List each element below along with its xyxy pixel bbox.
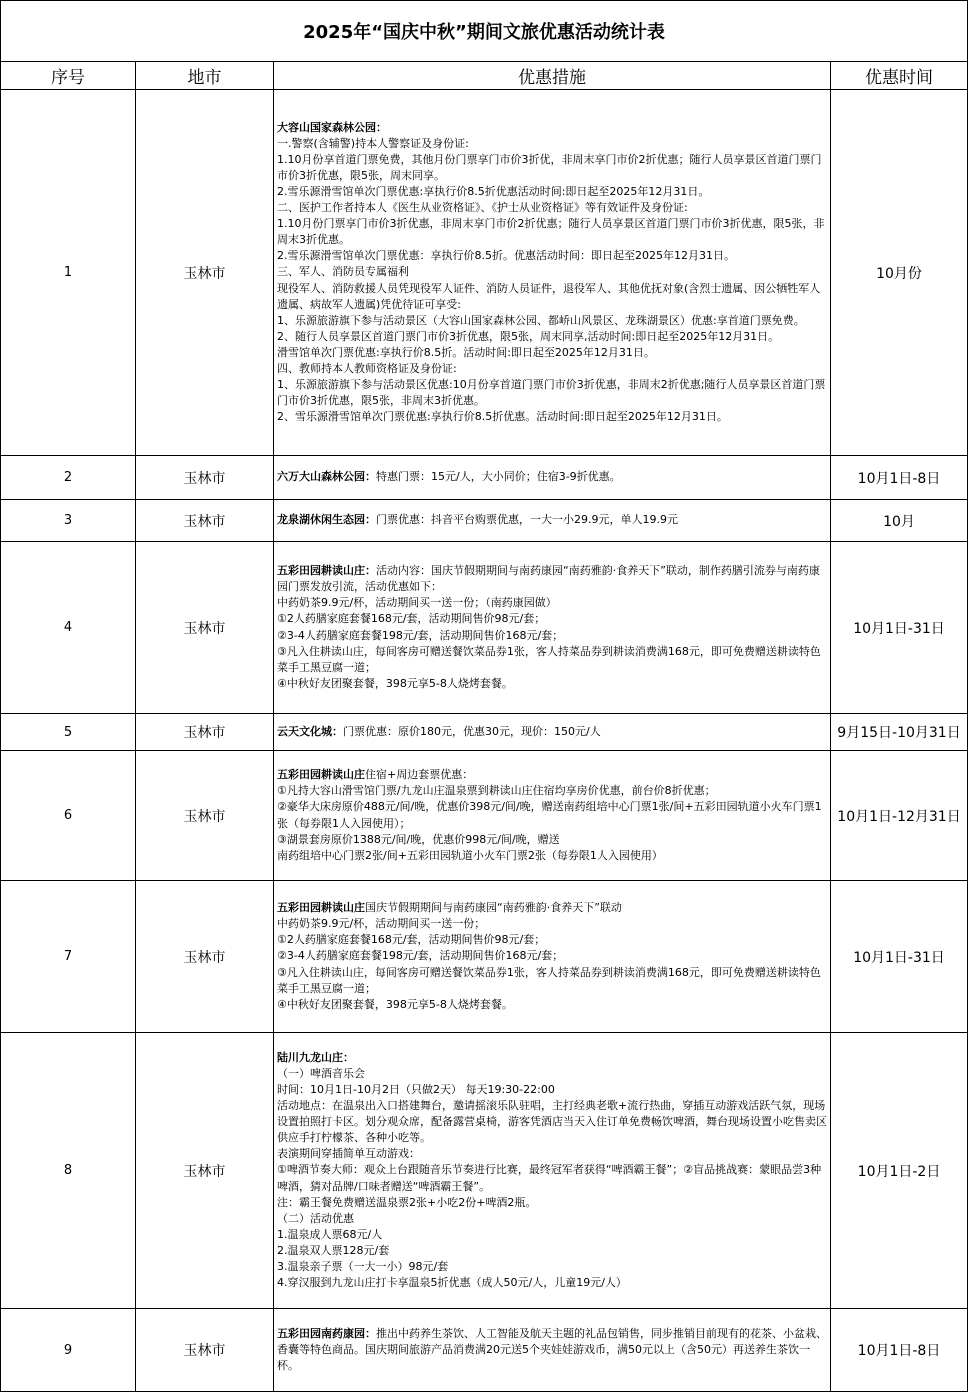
city-cell: 玉林市 — [136, 500, 274, 542]
header-measure: 优惠措施 — [274, 62, 831, 90]
spot-name: 陆川九龙山庄： — [277, 1050, 354, 1064]
measure-cell — [274, 500, 831, 542]
table-row — [1, 881, 968, 1033]
time-cell: 9月15日-10月31日 — [831, 714, 968, 751]
spot-name: 龙泉湖休闲生态园： — [277, 513, 376, 527]
measure-line: 注：霸王餐免费赠送温泉票2张+小吃2份+啤酒2瓶。 — [277, 1195, 537, 1209]
measure-line: （二）活动优惠 — [277, 1211, 354, 1225]
measure-line: 五彩田园耕读山庄住宿+周边套票优惠： — [277, 768, 474, 782]
measure-line: ①2人药膳家庭套餐168元/套，活动期间售价98元/套； — [277, 933, 546, 947]
measure-line: 1.温泉成人票68元/人 — [277, 1227, 383, 1241]
city-cell: 玉林市 — [136, 456, 274, 500]
measure-line: 南药组培中心门票2张/间+五彩田园轨道小火车门票2张（每券限1人入园使用） — [277, 848, 663, 862]
spot-name: 五彩田园南药康园： — [277, 1326, 376, 1340]
measure-line: 1、乐源旅游旗下参与活动景区优惠:10月份享首道门票门市价3折优惠，非周末2折优惠;随行人员享景区首道门票门市价3折优惠，限5张，非周末3折优惠。 — [277, 378, 826, 408]
table-row — [1, 751, 968, 881]
measure-cell — [274, 90, 831, 456]
measure-line: 1.10月份享首道门票免费，其他月份门票享门市价3折优，非周末享门市价2折优惠；随行人员享景区首道门票门市价3折优惠，限5张，周末同享。 — [277, 152, 822, 182]
measure-line: 四、教师持本人教师资格证及身份证: — [277, 362, 457, 376]
measure-line: 3.温泉亲子票（一大一小）98元/套 — [277, 1260, 449, 1274]
measure-line: 活动地点：在温泉出入口搭建舞台，邀请摇滚乐队驻唱，主打经典老歌+流行热曲，穿插互动游戏活跃气氛，现场设置拍照打卡区。划分观众席，配备露营桌椅，游客凭酒店当天入住订单免费畅饮啤酒，舞台现场设置小吃售卖区供应手打柠檬茶、各种小吃等。 — [277, 1099, 827, 1145]
measure-cell — [274, 456, 831, 500]
measure-cell — [274, 881, 831, 1033]
time-cell: 10月 — [831, 500, 968, 542]
table-row — [1, 542, 968, 714]
time-cell: 10月份 — [831, 90, 968, 456]
time-cell: 10月1日-12月31日 — [831, 751, 968, 881]
measure-line: ④中秋好友团聚套餐，398元享5-8人烧烤套餐。 — [277, 997, 513, 1011]
measure-line: 中药奶茶9.9元/杯，活动期间买一送一份；（南药康园做） — [277, 596, 557, 610]
seq-cell: 3 — [1, 500, 136, 542]
city-cell: 玉林市 — [136, 542, 274, 714]
time-cell: 10月1日-31日 — [831, 881, 968, 1033]
measure-line: 1、乐源旅游旗下参与活动景区（大容山国家森林公园、都峤山风景区、龙珠湖景区）优惠:享首道门票免费。 — [277, 313, 805, 327]
header-time: 优惠时间 — [831, 62, 968, 90]
seq-cell: 1 — [1, 90, 136, 456]
measure-line: 五彩田园耕读山庄：活动内容：国庆节假期期间与南药康园“南药雅韵·食养天下”联动，制作药膳引流券与南药康园门票发放引流，活动优惠如下： — [277, 564, 820, 594]
city-cell: 玉林市 — [136, 881, 274, 1033]
measure-line: 六万大山森林公园：特惠门票：15元/人，大小同价；住宿3-9折优惠。 — [277, 470, 621, 484]
measure-line: ①凡持大容山滑雪馆门票/九龙山庄温泉票到耕读山庄住宿均享房价优惠，前台价8折优惠； — [277, 784, 716, 798]
city-cell: 玉林市 — [136, 1033, 274, 1309]
measure-line: 龙泉湖休闲生态园：门票优惠：抖音平台购票优惠，一大一小29.9元，单人19.9元 — [277, 513, 678, 527]
seq-cell: 8 — [1, 1033, 136, 1309]
table-row — [1, 1309, 968, 1392]
measure-line: 大容山国家森林公园： 一.警察(含辅警)持本人警察证及身份证: — [277, 120, 469, 150]
spot-name: 五彩田园耕读山庄 — [277, 901, 365, 915]
table-row — [1, 456, 968, 500]
header-seq: 序号 — [1, 62, 136, 90]
seq-cell: 9 — [1, 1309, 136, 1392]
measure-line: ①啤酒节奏大师：观众上台跟随音乐节奏进行比赛，最终冠军者获得“啤酒霸王餐”；②盲品挑战赛：蒙眼品尝3种啤酒，猜对品牌/口味者赠送“啤酒霸王餐”。 — [277, 1163, 822, 1193]
time-cell: 10月1日-31日 — [831, 542, 968, 714]
measure-line: 4.穿汉服到九龙山庄打卡享温泉5折优惠（成人50元/人，儿童19元/人） — [277, 1276, 627, 1290]
measure-line: 滑雪馆单次门票优惠:享执行价8.5折。活动时间:即日起至2025年12月31日。 — [277, 345, 655, 359]
measure-line: 三、军人、消防员专属福利 — [277, 265, 409, 279]
measure-line: ①2人药膳家庭套餐168元/套，活动期间售价98元/套； — [277, 612, 546, 626]
measure-line: ②3-4人药膳家庭套餐198元/套，活动期间售价168元/套； — [277, 949, 564, 963]
seq-cell: 2 — [1, 456, 136, 500]
time-cell: 10月1日-8日 — [831, 456, 968, 500]
measure-line: 2、随行人员享景区首道门票门市价3折优惠，限5张，周末同享,活动时间:即日起至2025年12月31日。 — [277, 329, 780, 343]
spot-name: 五彩田园耕读山庄： — [277, 564, 376, 578]
seq-cell: 7 — [1, 881, 136, 1033]
spot-name: 大容山国家森林公园： — [277, 120, 387, 134]
measure-line: 云天文化城：门票优惠：原价180元，优惠30元，现价：150元/人 — [277, 724, 601, 738]
measure-line: 五彩田园南药康园：推出中药养生茶饮、人工智能及航天主题的礼品包销售，同步推销目前现有的花茶、小盆栽、香囊等特色商品。国庆期间旅游产品消费满20元送5个夹娃娃游戏币，满50元以上（含50元）再送养生茶饮一杯。 — [277, 1326, 827, 1373]
measure-line: ②豪华大床房原价488元/间/晚，优惠价398元/间/晚，赠送南药组培中心门票1张/间+五彩田园轨道小火车门票1张（每券限1人入园使用）； — [277, 800, 822, 830]
seq-cell: 4 — [1, 542, 136, 714]
measure-line: 二、医护工作者持本人《医生从业资格证》、《护士从业资格证》等有效证件及身份证: — [277, 201, 688, 215]
measure-line: 2.雪乐源滑雪馆单次门票优惠:享执行价8.5折优惠活动时间:即日起至2025年12月31日。 — [277, 184, 710, 198]
measure-line: 表演期间穿插简单互动游戏： — [277, 1147, 420, 1161]
table-row — [1, 90, 968, 456]
header-city: 地市 — [136, 62, 274, 90]
seq-cell: 5 — [1, 714, 136, 751]
city-cell: 玉林市 — [136, 90, 274, 456]
measure-line: 2、雪乐源滑雪馆单次门票优惠:享执行价8.5折优惠。活动时间:即日起至2025年12月31日。 — [277, 410, 728, 424]
city-cell: 玉林市 — [136, 751, 274, 881]
measure-line: 陆川九龙山庄： （一）啤酒音乐会 — [277, 1050, 365, 1080]
measure-line: 时间：10月1日-10月2日（只做2天） 每天19:30-22:00 — [277, 1082, 555, 1096]
time-cell: 10月1日-8日 — [831, 1309, 968, 1392]
spot-name: 五彩田园耕读山庄 — [277, 768, 365, 782]
time-cell: 10月1日-2日 — [831, 1033, 968, 1309]
measure-cell — [274, 542, 831, 714]
spot-name: 云天文化城： — [277, 724, 343, 738]
seq-cell: 6 — [1, 751, 136, 881]
measure-cell — [274, 714, 831, 751]
measure-line: 现役军人、消防救援人员凭现役军人证件、消防人员证件，退役军人、其他优抚对象(含烈士遗属、因公牺牲军人遗属、病故军人遗属)凭优待证可享受: — [277, 281, 821, 311]
measure-line: ②3-4人药膳家庭套餐198元/套，活动期间售价168元/套； — [277, 628, 564, 642]
table-row — [1, 714, 968, 751]
measure-line: ④中秋好友团聚套餐，398元享5-8人烧烤套餐。 — [277, 676, 513, 690]
table-row — [1, 1033, 968, 1309]
city-cell: 玉林市 — [136, 1309, 274, 1392]
measure-line: ③凡入住耕读山庄，每间客房可赠送餐饮菜品券1张，客人持菜品券到耕读消费满168元，即可免费赠送耕读特色菜手工黑豆腐一道； — [277, 965, 821, 995]
measure-line: 五彩田园耕读山庄国庆节假期期间与南药康园“南药雅韵·食养天下”联动 — [277, 901, 622, 915]
measure-cell — [274, 1033, 831, 1309]
measure-cell — [274, 1309, 831, 1392]
spot-name: 六万大山森林公园： — [277, 470, 376, 484]
measure-line: 2.温泉双人票128元/套 — [277, 1243, 390, 1257]
measure-line: 2.雪乐源滑雪馆单次门票优惠：享执行价8.5折。优惠活动时间：即日起至2025年12月31日。 — [277, 249, 735, 263]
page-title: 2025年“国庆中秋”期间文旅优惠活动统计表 — [1, 1, 968, 62]
measure-cell — [274, 751, 831, 881]
measure-line: 1.10月份门票享门市价3折优惠，非周末享门市价2折优惠；随行人员享景区首道门票门市价3折优惠，限5张，非周末3折优惠。 — [277, 217, 825, 247]
measure-line: ③凡入住耕读山庄，每间客房可赠送餐饮菜品券1张，客人持菜品券到耕读消费满168元，即可免费赠送耕读特色菜手工黑豆腐一道； — [277, 644, 821, 674]
table-row — [1, 500, 968, 542]
city-cell: 玉林市 — [136, 714, 274, 751]
measure-line: 中药奶茶9.9元/杯，活动期间买一送一份； — [277, 917, 486, 931]
measure-line: ③湖景套房原价1388元/间/晚，优惠价998元/间/晚，赠送 — [277, 832, 560, 846]
